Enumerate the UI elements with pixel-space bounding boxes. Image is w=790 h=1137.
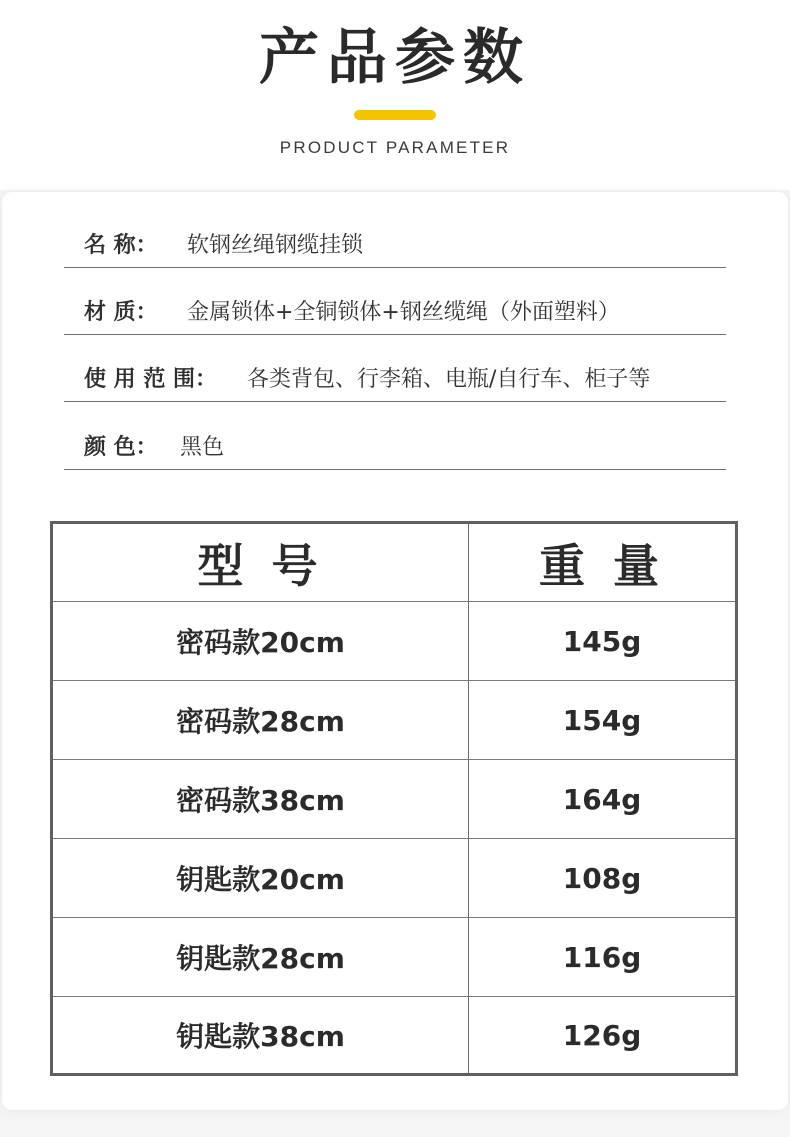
table-cell-model: 钥匙款20cm (176, 863, 345, 896)
param-value-material: 金属锁体+全铜锁体+钢丝缆绳（外面塑料） (187, 300, 620, 325)
param-label-name: 名 称： (84, 233, 158, 258)
param-row-color (64, 403, 726, 470)
param-label-color: 颜 色： (84, 435, 158, 460)
table-header-weight: 重 量 (538, 538, 665, 593)
param-value-color: 黑色 (180, 435, 225, 460)
title-accent-bar (354, 110, 436, 120)
table-cell-model: 钥匙款38cm (176, 1020, 345, 1053)
param-row-material (64, 268, 726, 335)
table-cell-weight: 108g (562, 861, 642, 895)
table-cell-model: 钥匙款28cm (176, 942, 345, 975)
param-value-name: 软钢丝绳钢缆挂锁 (187, 233, 364, 258)
param-value-usage: 各类背包、行李箱、电瓶/自行车、柜子等 (247, 367, 651, 392)
spec-table (50, 521, 738, 1076)
param-row-name (64, 201, 726, 268)
param-label-material: 材 质： (84, 300, 158, 325)
table-cell-model: 密码款38cm (176, 784, 345, 817)
table-cell-weight: 164g (562, 782, 642, 816)
page-header (0, 0, 790, 190)
table-cell-weight: 126g (562, 1018, 642, 1052)
table-cell-weight: 145g (562, 624, 642, 658)
page-title: 产品参数 (259, 23, 531, 93)
table-cell-model: 密码款20cm (176, 626, 345, 659)
page-subtitle: PRODUCT PARAMETER (279, 138, 511, 157)
table-header-model: 型 号 (197, 538, 324, 593)
table-cell-weight: 116g (562, 940, 642, 974)
param-label-usage: 使 用 范 围： (84, 367, 217, 392)
param-row-usage (64, 335, 726, 402)
table-cell-weight: 154g (562, 703, 642, 737)
table-cell-model: 密码款28cm (176, 705, 345, 738)
